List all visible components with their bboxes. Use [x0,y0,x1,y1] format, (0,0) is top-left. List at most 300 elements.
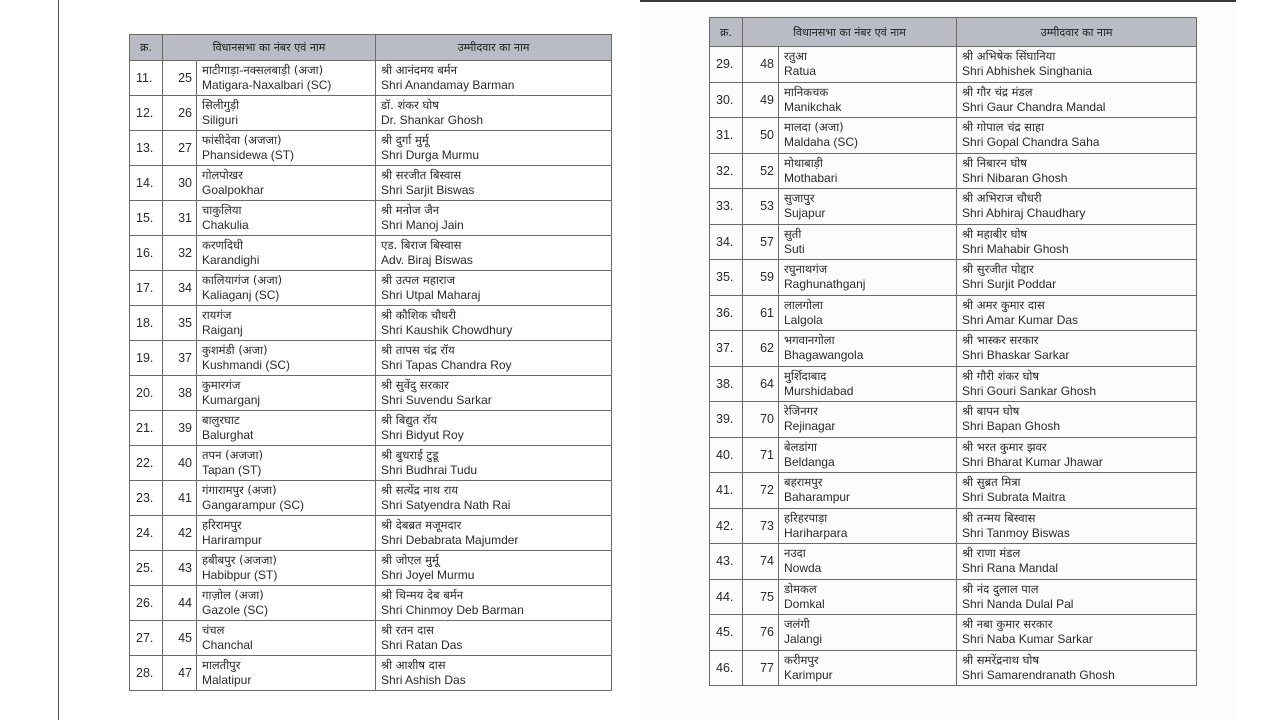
constituency-cell [779,650,957,686]
constituency-name-english: Jalangi [784,632,823,646]
constituency-name-hindi: करणदिधी [202,238,243,252]
table-row [130,236,612,271]
constituency-cell [197,201,376,236]
serial-number: 26. [130,586,163,621]
candidate-name-hindi: श्री जोएल मुर्मू [381,553,439,567]
constituency-number: 31 [163,201,197,236]
constituency-number: 52 [743,153,779,189]
constituency-number: 44 [163,586,197,621]
constituency-cell [197,551,376,586]
constituency-number: 53 [743,189,779,225]
table-row [130,411,612,446]
constituency-name-english: Siliguri [202,113,239,127]
constituency-name-hindi: कालियागंज (अजा) [202,273,283,287]
candidate-cell [376,481,612,516]
constituency-name-english: Mothabari [784,170,838,185]
constituency-name-hindi: नउदा [784,546,806,560]
constituency-number: 34 [163,271,197,306]
candidate-cell [376,236,612,271]
constituency-name-english: Rejinagar [784,419,836,433]
table-row [710,331,1197,367]
candidate-name-hindi: श्री सुवेंदु सरकार [381,378,449,392]
candidate-name-english: Shri Manoj Jain [381,218,464,232]
table-row [130,61,612,96]
table-row [130,376,612,411]
candidate-name-english: Adv. Biraj Biswas [381,253,473,267]
constituency-name-hindi: डोमकल [784,581,817,596]
constituency-name-hindi: कुशमंडी (अजा) [202,343,268,357]
candidate-name-hindi: श्री महाबीर घोष [962,226,1028,241]
candidate-cell [376,551,612,586]
constituency-cell [779,473,957,509]
constituency-number: 35 [163,306,197,341]
constituency-name-hindi: सुती [784,226,802,241]
table-header-row [710,18,1197,47]
serial-number: 19. [130,341,163,376]
constituency-number: 27 [163,131,197,166]
candidate-name-english: Shri Amar Kumar Das [962,312,1079,327]
constituency-name-english: Balurghat [202,428,254,442]
constituency-cell [779,402,957,438]
candidate-name-english: Shri Gouri Sankar Ghosh [962,383,1097,398]
serial-number: 22. [130,446,163,481]
candidate-name-english: Shri Gopal Chandra Saha [962,135,1100,149]
candidate-cell [376,61,612,96]
candidate-name-english: Shri Bapan Ghosh [962,419,1061,433]
constituency-cell [197,621,376,656]
candidate-name-hindi: श्री भास्कर सरकार [962,333,1039,347]
constituency-name-hindi: हरिरामपुर [202,518,242,532]
candidate-name-english: Shri Budhrai Tudu [381,463,478,477]
constituency-number: 26 [163,96,197,131]
constituency-cell [197,166,376,201]
candidate-name-english: Shri Satyendra Nath Rai [381,498,511,512]
candidate-cell [957,544,1197,580]
serial-number: 35. [710,260,743,296]
constituency-number: 57 [743,224,779,260]
table-row [130,481,612,516]
constituency-name-hindi: गाज़ोल (अजा) [202,588,264,602]
candidate-cell [376,621,612,656]
constituency-name-hindi: हरिहरपाड़ा [784,510,828,525]
candidate-name-hindi: श्री तापस चंद्र रॉय [381,343,455,357]
table-row [130,341,612,376]
constituency-number: 37 [163,341,197,376]
header-candidate: उम्मीदवार का नाम [376,35,612,61]
constituency-name-hindi: सुजापुर [784,191,815,205]
constituency-name-english: Malatipur [202,673,252,687]
candidate-cell [957,366,1197,402]
candidate-cell [376,131,612,166]
candidate-name-english: Shri Durga Murmu [381,148,480,162]
constituency-number: 43 [163,551,197,586]
candidate-cell [376,376,612,411]
table-row [130,201,612,236]
constituency-number: 73 [743,508,779,544]
constituency-name-hindi: चंचल [202,623,225,637]
candidate-name-hindi: डॉ. शंकर घोष [381,98,439,112]
constituency-name-english: Kushmandi (SC) [202,358,291,372]
candidate-cell [376,271,612,306]
constituency-name-hindi: बेलडांगा [784,439,817,454]
candidate-name-hindi: श्री चिन्मय देब बर्मन [381,588,464,602]
table-row [130,656,612,691]
constituency-number: 40 [163,446,197,481]
serial-number: 16. [130,236,163,271]
candidate-name-english: Shri Bharat Kumar Jhawar [962,454,1103,469]
constituency-number: 62 [743,331,779,367]
candidate-cell [957,295,1197,331]
constituency-name-hindi: रघुनाथगंज [784,262,828,276]
constituency-name-english: Tapan (ST) [202,463,262,477]
table-row [710,366,1197,402]
constituency-cell [779,366,957,402]
constituency-name-english: Gazole (SC) [202,603,269,617]
table-row [130,551,612,586]
candidate-name-hindi: श्री तन्मय बिस्वास [962,510,1036,525]
constituency-cell [197,61,376,96]
table-header-row [130,35,612,61]
candidate-name-english: Shri Kaushik Chowdhury [381,323,513,337]
constituency-cell [779,260,957,296]
constituency-number: 77 [743,650,779,686]
candidate-cell [957,473,1197,509]
constituency-name-english: Karimpur [784,667,833,682]
table-row [710,402,1197,438]
candidate-name-english: Dr. Shankar Ghosh [381,113,484,127]
candidate-name-english: Shri Nanda Dulal Pal [962,596,1074,611]
constituency-name-english: Maldaha (SC) [784,135,859,149]
candidate-name-hindi: श्री गौर चंद्र मंडल [962,84,1033,99]
candidate-name-english: Shri Bhaskar Sarkar [962,348,1070,362]
constituency-name-hindi: मालदा (अजा) [784,120,844,134]
candidate-name-english: Shri Suvendu Sarkar [381,393,492,407]
table-row [710,118,1197,154]
constituency-name-hindi: गोलपोखर [202,168,243,182]
constituency-number: 32 [163,236,197,271]
serial-number: 39. [710,402,743,438]
table-row [710,508,1197,544]
table-row [130,131,612,166]
constituency-name-hindi: फांसीदेवा (अजजा) [202,133,282,147]
header-serial: क्र. [130,35,163,61]
constituency-name-english: Habibpur (ST) [202,568,278,582]
constituency-number: 50 [743,118,779,154]
constituency-number: 39 [163,411,197,446]
constituency-name-english: Kaliaganj (SC) [202,288,280,302]
constituency-name-english: Sujapur [784,206,826,220]
constituency-cell [197,586,376,621]
constituency-name-hindi: करीमपुर [784,652,819,667]
serial-number: 43. [710,544,743,580]
table-row [710,224,1197,260]
serial-number: 37. [710,331,743,367]
constituency-name-english: Lalgola [784,312,823,327]
constituency-cell [779,189,957,225]
candidate-cell [376,516,612,551]
candidate-name-english: Shri Nibaran Ghosh [962,170,1068,185]
candidate-name-hindi: श्री आशीष दास [381,658,446,672]
candidate-cell [376,166,612,201]
candidate-name-hindi: श्री अभिषेक सिंघानिया [962,49,1056,63]
constituency-number: 49 [743,82,779,118]
serial-number: 25. [130,551,163,586]
candidate-name-hindi: श्री मनोज जैन [381,203,440,217]
constituency-name-english: Kumarganj [202,393,261,407]
serial-number: 17. [130,271,163,306]
table-row [130,271,612,306]
candidate-name-english: Shri Tapas Chandra Roy [381,358,512,372]
candidate-cell [957,402,1197,438]
constituency-name-hindi: भगवानगोला [784,333,835,347]
candidate-cell [957,579,1197,615]
serial-number: 42. [710,508,743,544]
serial-number: 23. [130,481,163,516]
constituency-name-hindi: गंगारामपुर (अजा) [202,483,277,497]
constituency-cell [779,615,957,651]
candidate-name-hindi: श्री आनंदमय बर्मन [381,63,458,77]
constituency-cell [779,295,957,331]
candidate-name-hindi: श्री रतन दास [381,623,434,637]
constituency-name-hindi: मोथाबाड़ी [784,155,823,170]
table-row [710,82,1197,118]
table-row [130,516,612,551]
constituency-name-english: Chakulia [202,218,249,232]
candidate-name-english: Shri Abhiraj Chaudhary [962,206,1086,220]
constituency-name-hindi: रतुआ [784,49,808,63]
serial-number: 12. [130,96,163,131]
constituency-cell [779,118,957,154]
serial-number: 28. [130,656,163,691]
table-row [710,544,1197,580]
serial-number: 11. [130,61,163,96]
serial-number: 14. [130,166,163,201]
constituency-number: 42 [163,516,197,551]
serial-number: 34. [710,224,743,260]
constituency-number: 61 [743,295,779,331]
table-row [710,260,1197,296]
constituency-name-english: Murshidabad [784,383,854,398]
table-row [710,615,1197,651]
constituency-name-hindi: माटीगाड़ा-नक्सलबाड़ी (अजा) [202,63,324,77]
constituency-cell [779,331,957,367]
constituency-name-english: Manikchak [784,99,842,114]
serial-number: 36. [710,295,743,331]
constituency-number: 48 [743,47,779,83]
constituency-cell [197,656,376,691]
constituency-name-english: Baharampur [784,490,851,504]
serial-number: 20. [130,376,163,411]
constituency-name-hindi: रायगंज [202,308,232,322]
constituency-cell [779,544,957,580]
table-row [710,473,1197,509]
serial-number: 31. [710,118,743,154]
serial-number: 40. [710,437,743,473]
table-row [710,47,1197,83]
serial-number: 27. [130,621,163,656]
page-edge-top-right [640,0,1236,2]
candidate-name-hindi: श्री दुर्गा मुर्मू [381,133,429,147]
serial-number: 13. [130,131,163,166]
candidate-cell [957,615,1197,651]
constituency-cell [197,131,376,166]
constituency-number: 30 [163,166,197,201]
candidate-name-hindi: श्री सुब्रत मित्रा [962,475,1021,489]
serial-number: 38. [710,366,743,402]
table-row [710,153,1197,189]
constituency-name-english: Ratua [784,64,817,78]
constituency-number: 71 [743,437,779,473]
serial-number: 18. [130,306,163,341]
serial-number: 21. [130,411,163,446]
candidate-name-english: Shri Subrata Maitra [962,490,1066,504]
constituency-cell [779,82,957,118]
candidate-name-hindi: श्री कौशिक चौधरी [381,308,456,322]
candidate-name-hindi: श्री सत्येंद्र नाथ राय [381,483,459,497]
serial-number: 24. [130,516,163,551]
candidate-cell [957,189,1197,225]
constituency-name-english: Raghunathganj [784,277,866,291]
candidate-name-hindi: श्री भरत कुमार झवर [962,439,1047,454]
candidate-table-left [129,34,612,691]
constituency-name-hindi: मानिकचक [784,84,829,99]
constituency-name-hindi: चाकुलिया [202,203,242,217]
serial-number: 29. [710,47,743,83]
constituency-number: 45 [163,621,197,656]
table-row [130,166,612,201]
header-serial: क्र. [710,18,743,47]
serial-number: 45. [710,615,743,651]
constituency-cell [197,411,376,446]
candidate-cell [376,341,612,376]
constituency-number: 70 [743,402,779,438]
constituency-name-english: Harirampur [202,533,263,547]
candidate-table-right [709,17,1197,686]
constituency-cell [197,271,376,306]
candidate-cell [957,47,1197,83]
candidate-cell [957,118,1197,154]
candidate-cell [376,586,612,621]
constituency-cell [197,516,376,551]
candidate-name-hindi: श्री सुरजीत पोद्दार [962,262,1034,276]
serial-number: 41. [710,473,743,509]
candidate-cell [376,201,612,236]
header-candidate: उम्मीदवार का नाम [957,18,1197,47]
candidate-cell [957,437,1197,473]
table-row [130,446,612,481]
constituency-name-english: Beldanga [784,454,835,469]
candidate-name-hindi: श्री समरेंद्रनाथ घोष [962,652,1040,667]
candidate-name-hindi: श्री नबा कुमार सरकार [962,617,1053,631]
constituency-name-hindi: लालगोला [784,297,823,312]
candidate-name-english: Shri Sarjit Biswas [381,183,475,197]
candidate-name-hindi: श्री गौरी शंकर घोष [962,368,1040,383]
constituency-number: 64 [743,366,779,402]
constituency-name-english: Raiganj [202,323,243,337]
constituency-name-hindi: हबीबपुर (अजजा) [202,553,277,567]
constituency-name-english: Domkal [784,596,825,611]
serial-number: 46. [710,650,743,686]
candidate-name-hindi: श्री बिद्युत रॉय [381,413,438,427]
candidate-name-english: Shri Chinmoy Deb Barman [381,603,524,617]
constituency-cell [779,508,957,544]
table-row [710,295,1197,331]
constituency-cell [197,236,376,271]
candidate-cell [376,411,612,446]
constituency-name-english: Gangarampur (SC) [202,498,305,512]
candidate-name-english: Shri Anandamay Barman [381,78,515,92]
candidate-name-hindi: श्री सरजीत बिस्वास [381,168,462,182]
table-row [130,586,612,621]
constituency-number: 38 [163,376,197,411]
table-row [710,650,1197,686]
constituency-cell [197,446,376,481]
candidate-cell [376,656,612,691]
constituency-cell [197,306,376,341]
candidate-cell [957,82,1197,118]
candidate-name-english: Shri Ratan Das [381,638,463,652]
table-row [130,96,612,131]
constituency-name-english: Nowda [784,561,822,575]
candidate-cell [957,331,1197,367]
constituency-name-english: Karandighi [202,253,260,267]
candidate-cell [376,306,612,341]
constituency-number: 25 [163,61,197,96]
candidate-cell [957,650,1197,686]
candidate-name-hindi: श्री बुधराई टुडू [381,448,439,462]
candidate-name-hindi: एड. बिराज बिस्वास [381,238,462,252]
constituency-name-hindi: मालतीपुर [202,658,241,672]
candidate-name-english: Shri Abhishek Singhania [962,64,1093,78]
constituency-name-english: Matigara-Naxalbari (SC) [202,78,332,92]
constituency-name-english: Chanchal [202,638,253,652]
constituency-cell [779,579,957,615]
constituency-cell [779,224,957,260]
constituency-cell [779,153,957,189]
constituency-name-hindi: कुमारगंज [202,378,241,392]
candidate-name-english: Shri Gaur Chandra Mandal [962,99,1106,114]
header-constituency: विधानसभा का नंबर एवं नाम [743,18,957,47]
serial-number: 32. [710,153,743,189]
constituency-number: 74 [743,544,779,580]
constituency-name-english: Suti [784,241,805,256]
candidate-name-english: Shri Bidyut Roy [381,428,464,442]
constituency-cell [197,96,376,131]
candidate-name-english: Shri Mahabir Ghosh [962,241,1069,256]
constituency-number: 72 [743,473,779,509]
constituency-number: 59 [743,260,779,296]
serial-number: 44. [710,579,743,615]
table-row [130,306,612,341]
candidate-name-english: Shri Naba Kumar Sarkar [962,632,1093,646]
constituency-name-english: Goalpokhar [202,183,265,197]
serial-number: 30. [710,82,743,118]
candidate-cell [957,508,1197,544]
candidate-name-english: Shri Surjit Poddar [962,277,1057,291]
constituency-number: 41 [163,481,197,516]
constituency-name-hindi: जलंगी [784,617,810,631]
constituency-cell [779,437,957,473]
table-row [710,189,1197,225]
candidate-name-hindi: श्री गोपाल चंद्र साहा [962,120,1045,134]
candidate-name-english: Shri Debabrata Majumder [381,533,519,547]
candidate-cell [376,96,612,131]
candidate-name-english: Shri Joyel Murmu [381,568,475,582]
candidate-name-hindi: श्री नंद दुलाल पाल [962,581,1039,596]
constituency-number: 75 [743,579,779,615]
candidate-name-hindi: श्री राणा मंडल [962,546,1021,560]
constituency-cell [779,47,957,83]
